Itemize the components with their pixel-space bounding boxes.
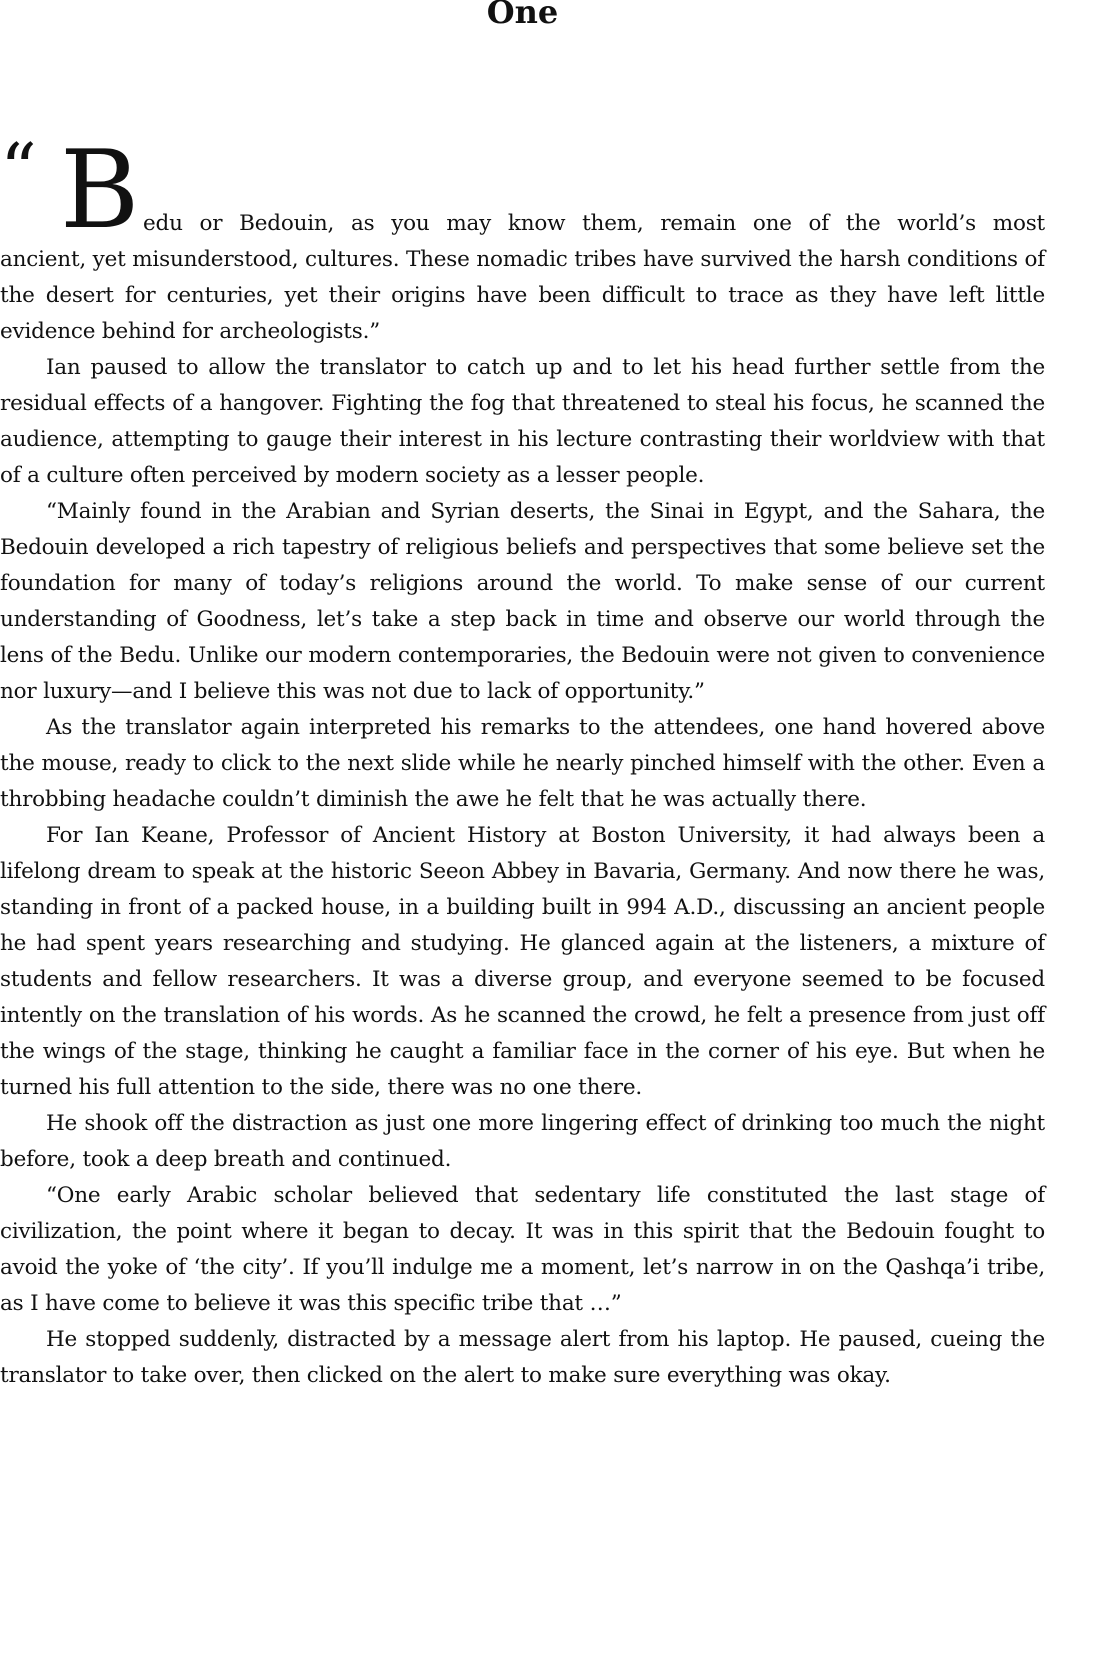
chapter-body [0,130,1045,1394]
dropcap-letter: B [60,128,140,253]
paragraph-5: For Ian Keane, Professor of Ancient History at Boston University, it had always been a lifelong dream to speak at the historic Seeon Abbey in Bavaria, Germany. And now there he was, standing in front of a packed house, in a building built in 994 A.D., discussing an ancient people he had spent years researching and studying. He glanced again at the listeners, a mixture of students and fellow researchers. It was a diverse group, and everyone seemed to be focused intently on the translation of his words. As he scanned the crowd, he felt a presence from just off the wings of the stage, thinking he caught a familiar face in the corner of his eye. But when he turned his full attention to the side, there was no one there. [0,823,1045,1100]
paragraph-1 [0,130,1045,350]
paragraph-text: ancient, yet misunderstood, cultures. These nomadic tribes have survived the harsh conditions of the desert for centuries, yet their origins have been difficult to trace as they have left little evidence behind for archeologists.” [0,247,1045,344]
paragraph-2: Ian paused to allow the translator to catch up and to let his head further settle from the residual effects of a hangover. Fighting the fog that threatened to steal his focus, he scanned the audience, attempting to gauge their interest in his lecture contrasting their worldview with that of a culture often perceived by modern society as a lesser people. [0,355,1045,488]
paragraph-6: He shook off the distraction as just one more lingering effect of drinking too much the night before, took a deep breath and continued. [0,1111,1045,1172]
paragraph-3: “Mainly found in the Arabian and Syrian deserts, the Sinai in Egypt, and the Sahara, the Bedouin developed a rich tapestry of religious beliefs and perspectives that some believe set the foundation for many of today’s religions around the world. To make sense of our current understanding of Goodness, let’s take a step back in time and observe our world through the lens of the Bedu. Unlike our modern contemporaries, the Bedouin were not given to convenience nor luxury—and I believe this was not due to lack of opportunity.” [0,499,1045,704]
paragraph-4: As the translator again interpreted his remarks to the attendees, one hand hovered above the mouse, ready to click to the next slide while he nearly pinched himself with the other. Even a throbbing headache couldn’t diminish the awe he felt that he was actually there. [0,715,1045,812]
first-line-text: edu or Bedouin, as you may know them, remain one of the world’s most [143,211,1045,236]
chapter-title: One [486,0,559,31]
dropcap-quote: “ [0,128,37,212]
dropcap-line [0,128,1045,253]
paragraph-7: “One early Arabic scholar believed that sedentary life constituted the last stage of civilization, the point where it began to decay. It was in this spirit that the Bedouin fought to avoid the yoke of ‘the city’. If you’ll indulge me a moment, let’s narrow in on the Qashqa’i tribe, as I have come to believe it was this specific tribe that …” [0,1183,1045,1316]
paragraph-8: He stopped suddenly, distracted by a message alert from his laptop. He paused, cueing the translator to take over, then clicked on the alert to make sure everything was okay. [0,1327,1045,1388]
